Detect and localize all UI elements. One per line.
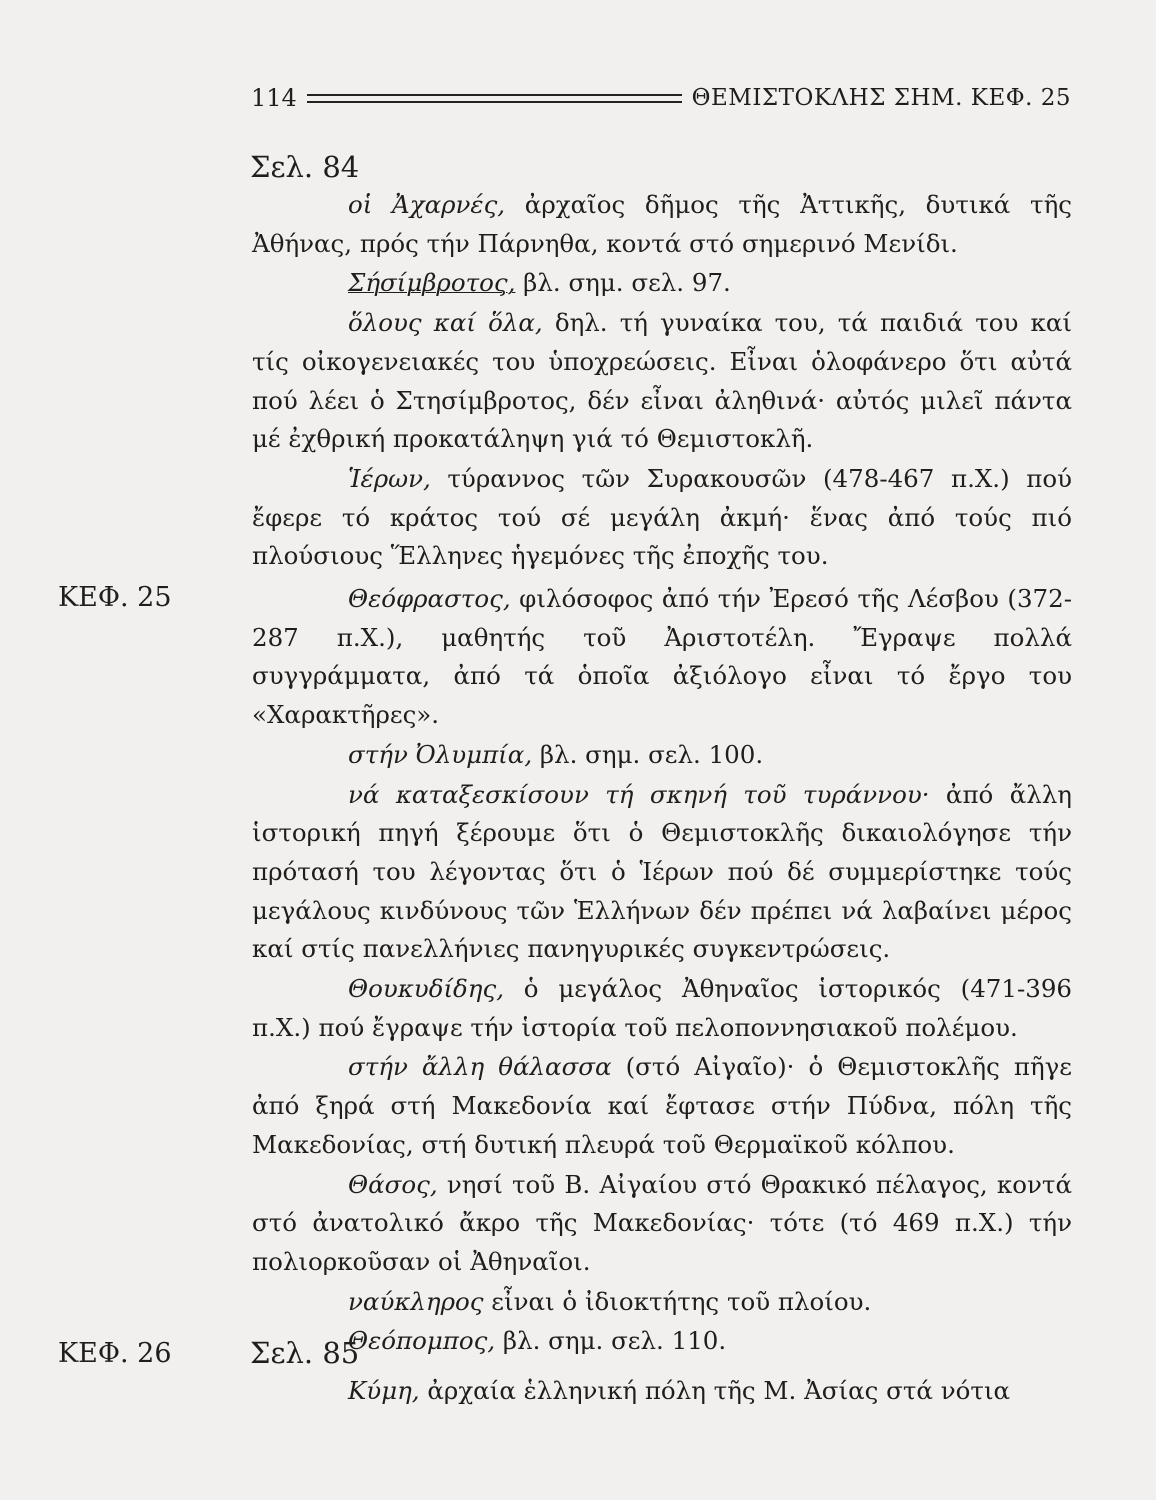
note-text: βλ. σημ. σελ. 110.: [495, 1326, 727, 1356]
note-term: ὅλους καί ὅλα,: [348, 308, 543, 338]
section-heading: Σελ. 85: [250, 1336, 360, 1370]
note-entry: [252, 1372, 1072, 1411]
note-text: φιλόσοφος ἀπό τήν Ἐρεσό τῆς Λέσβου (372-287 π.Χ.), μαθητής τοῦ Ἀριστοτέλη. Ἔγραψε πολλά συγγράμματα, ἀπό τά ὁποῖα ἀξιόλογο εἶναι τό ἔργο του «Χαρακτῆρες».: [252, 584, 1072, 730]
running-title: ΘΕΜΙΣΤΟΚΛΗΣ ΣΗΜ. ΚΕΦ. 25: [691, 85, 1071, 111]
note-entry: [252, 460, 1072, 576]
note-term: Θεόπομπος,: [348, 1326, 496, 1356]
note-term: Θουκυδίδης,: [348, 974, 504, 1004]
note-entry: [252, 776, 1072, 970]
note-term: Θάσος,: [348, 1169, 438, 1199]
note-term: Θεόφραστος,: [348, 584, 511, 613]
note-entry: [252, 970, 1072, 1047]
note-entry: [252, 1322, 1072, 1361]
note-term: Κύμη,: [348, 1376, 420, 1405]
note-term: νά καταξεσκίσουν τή σκηνή τοῦ τυράννου·: [348, 779, 930, 809]
note-term: οἱ Ἀχαρνές,: [348, 190, 506, 219]
note-text: ἀπό ἄλλη ἱστορική πηγή ξέρουμε ὅτι ὁ Θεμιστοκλῆς δικαιολόγησε τήν πρότασή του λέγοντας ὅτι ὁ Ἱέρων πού δέ συμμερίστηκε τούς μεγάλους κινδύνους τῶν Ἑλλήνων δέν πρέπει νά λαβαίνει μέρος καί στίς πανελλήνιες πανηγυρικές συγκεντρώσεις.: [252, 779, 1072, 964]
margin-chapter-label: ΚΕΦ. 25: [58, 582, 172, 613]
note-entry: [252, 304, 1072, 459]
note-entry: [252, 1283, 1072, 1322]
note-text: δηλ. τή γυναίκα του, τά παιδιά του καί τίς οἰκογενειακές του ὑποχρεώσεις. Εἶναι ὁλοφάνερο ὅτι αὐτά πού λέει ὁ Στησίμβροτος, δέν εἶναι ἀληθινά· αὐτός μιλεῖ πάντα μέ ἐχθρική προκατάληψη γιά τό Θεμιστοκλῆ.: [252, 308, 1072, 454]
margin-chapter-label: ΚΕΦ. 26: [58, 1338, 172, 1369]
page-header: [251, 80, 1071, 116]
note-text: (στό Αἰγαῖο)· ὁ Θεμιστοκλῆς πῆγε ἀπό ξηρά στή Μακεδονία καί ἔφτασε στήν Πύδνα, πόλη τῆς Μακεδονίας, στή δυτική πλευρά τοῦ Θερμαϊκοῦ κόλπου.: [252, 1052, 1072, 1159]
note-term: Σήσίμβροτος,: [348, 268, 516, 298]
note-text: ἀρχαῖος δῆμος τῆς Ἀττικῆς, δυτικά τῆς Ἀθήνας, πρός τήν Πάρνηθα, κοντά στό σημερινό Μενίδι.: [252, 190, 1072, 258]
note-entry: [252, 264, 1072, 303]
note-term: ναύκληρος: [348, 1286, 484, 1316]
note-entry: [252, 186, 1072, 263]
note-text: ὁ μεγάλος Ἀθηναῖος ἱστορικός (471-396 π.Χ.) πού ἔγραψε τήν ἱστορία τοῦ πελοποννησιακοῦ πολέμου.: [252, 974, 1072, 1042]
note-term: στήν Ὀλυμπία,: [348, 739, 533, 769]
note-entry: [252, 1048, 1072, 1164]
header-rule: [307, 94, 682, 103]
note-text: τύραννος τῶν Συρακουσῶν (478-467 π.Χ.) πού ἔφερε τό κράτος τού σέ μεγάλη ἀκμή· ἕνας ἀπό τούς πιό πλούσιους Ἕλληνες ἡγεμόνες τῆς ἐποχῆς του.: [252, 463, 1072, 571]
notes-block-2: [252, 580, 1072, 1361]
note-term: στήν ἄλλη θάλασσα: [348, 1052, 612, 1082]
notes-block-1: [252, 186, 1072, 576]
note-text: εἶναι ὁ ἰδιοκτήτης τοῦ πλοίου.: [483, 1286, 872, 1316]
notes-block-3: [252, 1372, 1072, 1411]
note-entry: [252, 1166, 1072, 1282]
note-text: βλ. σημ. σελ. 100.: [532, 739, 764, 769]
note-term: Ἱέρων,: [348, 463, 431, 493]
page-number: 114: [251, 84, 297, 112]
note-text: βλ. σημ. σελ. 97.: [515, 268, 731, 298]
note-entry: [252, 580, 1072, 735]
note-entry: [252, 736, 1072, 775]
section-heading: Σελ. 84: [250, 150, 360, 184]
note-text: ἀρχαία ἑλληνική πόλη τῆς Μ. Ἀσίας στά νότια: [419, 1376, 1011, 1405]
note-text: νησί τοῦ Β. Αἰγαίου στό Θρακικό πέλαγος, κοντά στό ἀνατολικό ἄκρο τῆς Μακεδονίας· τότε (τό 469 π.Χ.) τήν πολιορκοῦσαν οἱ Ἀθηναῖοι.: [252, 1169, 1072, 1276]
